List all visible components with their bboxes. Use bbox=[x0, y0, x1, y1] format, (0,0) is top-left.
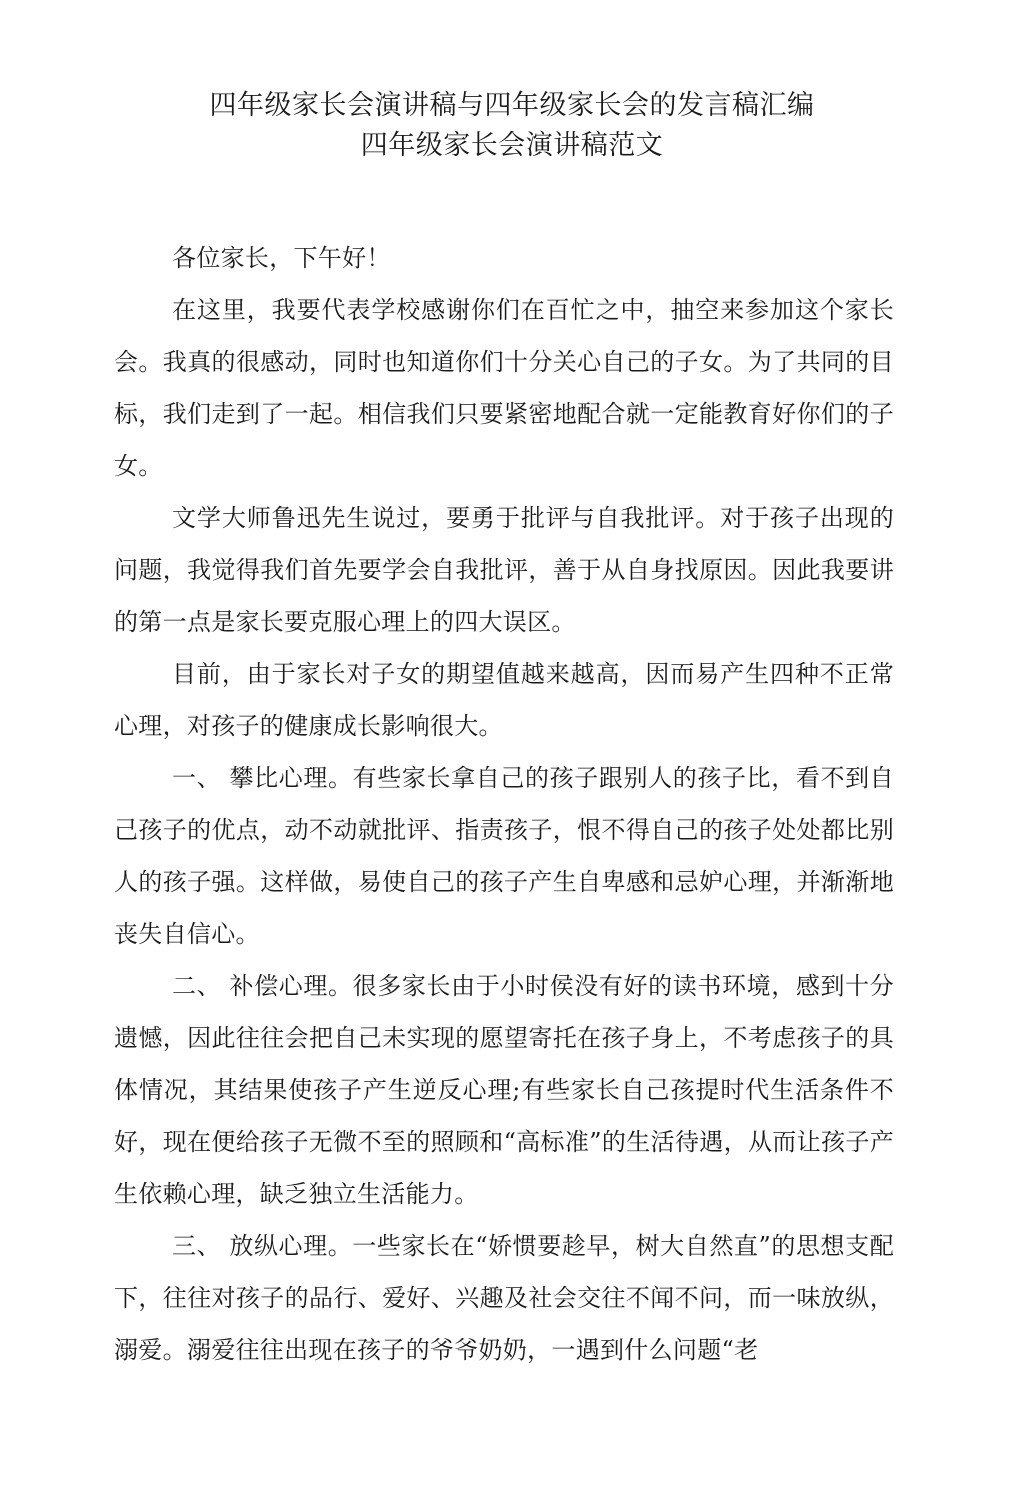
paragraph: 三、 放纵心理。一些家长在“娇惯要趁早，树大自然直”的思想支配下，往往对孩子的品行、爱好、兴趣及社会交往不闻不问，而一味放纵，溺爱。溺爱往往出现在孩子的爷爷奶奶，一遇到什么问题“老 bbox=[114, 1232, 894, 1364]
document-subtitle: 四年级家长会演讲稿范文 bbox=[360, 130, 664, 161]
document-title: 四年级家长会演讲稿与四年级家长会的发言稿汇编 bbox=[209, 90, 815, 121]
paragraph: 一、 攀比心理。有些家长拿自己的孩子跟别人的孩子比，看不到自己孩子的优点，动不动就批评、指责孩子，恨不得自己的孩子处处都比别人的孩子强。这样做，易使自己的孩子产生自卑感和忌妒心理，并渐渐地丧失自信心。 bbox=[114, 764, 894, 948]
greeting-paragraph: 各位家长，下午好！ bbox=[172, 244, 391, 272]
document-title-block bbox=[0, 86, 1024, 166]
paragraph: 在这里，我要代表学校感谢你们在百忙之中，抽空来参加这个家长会。我真的很感动，同时也知道你们十分关心自己的子女。为了共同的目标，我们走到了一起。相信我们只要紧密地配合就一定能教育好你们的子女。 bbox=[114, 296, 894, 480]
paragraph: 二、 补偿心理。很多家长由于小时侯没有好的读书环境，感到十分遗憾，因此往往会把自己未实现的愿望寄托在孩子身上，不考虑孩子的具体情况，其结果使孩子产生逆反心理;有些家长自己孩提时代生活条件不好，现在便给孩子无微不至的照顾和“高标准”的生活待遇，从而让孩子产生依赖心理，缺乏独立生活能力。 bbox=[114, 972, 894, 1208]
document-body bbox=[114, 232, 894, 1376]
paragraph: 目前，由于家长对子女的期望值越来越高，因而易产生四种不正常心理，对孩子的健康成长影响很大。 bbox=[114, 660, 894, 740]
paragraph: 文学大师鲁迅先生说过，要勇于批评与自我批评。对于孩子出现的问题，我觉得我们首先要学会自我批评，善于从自身找原因。因此我要讲的第一点是家长要克服心理上的四大误区。 bbox=[114, 504, 894, 636]
